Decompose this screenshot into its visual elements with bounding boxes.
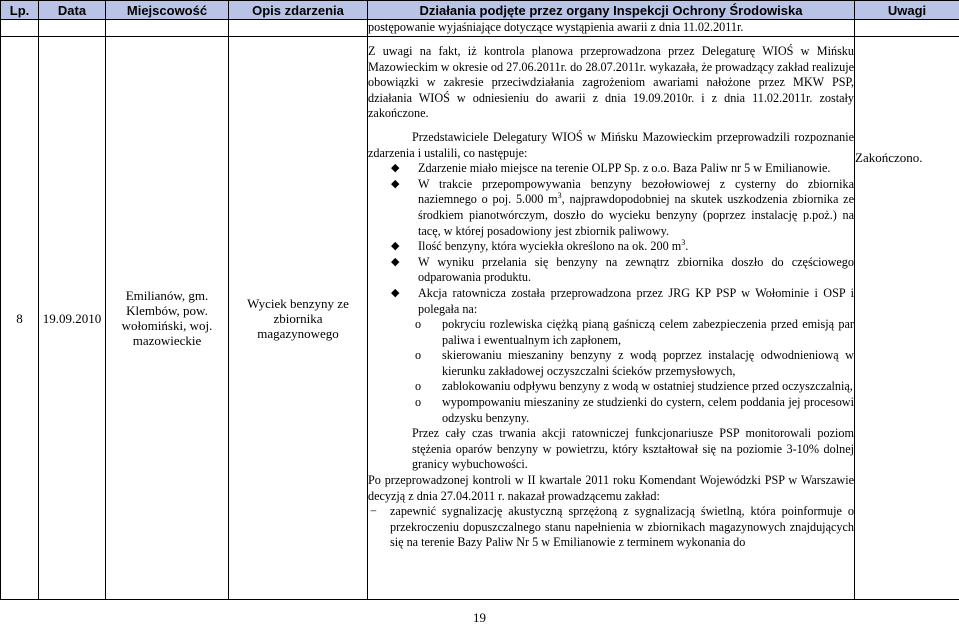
- rescue-actions-list: [418, 317, 854, 426]
- row-remarks: [855, 37, 959, 600]
- header-dzialania: Działania podjęte przez organy Inspekcji Ochrony Środowiska: [368, 1, 855, 20]
- kontrola-paragraph: Po przeprowadzonej kontroli w II kwartale 2011 roku Komendant Wojewódzki PSP w Warszawie decyzją z dnia 27.04.2011 r. nakazał prowadzącemu zakład:: [368, 473, 854, 504]
- cont-empty-1: [1, 20, 39, 37]
- circle-bullet-icon: o: [415, 348, 421, 364]
- header-lp: Lp.: [1, 1, 39, 20]
- cont-empty-3: [106, 20, 229, 37]
- list-item: ◆ W trakcie przepompowywania benzyny bezołowiowej z cysterny do zbiornika naziemnego o poj. 5.000 $m^3$, najprawdopodobniej na skutek uszkodzenia zbiornika ze środkiem pianotwórczym, doszło do wycieku benzyny (poprzez instalację p.poż.) na tacę, w której posadowiony jest zbiornik paliwowy.: [418, 177, 854, 239]
- remarks-text: Zakończono.: [855, 150, 959, 166]
- header-uwagi: Uwagi: [855, 1, 959, 20]
- diamond-bullet-icon: ◆: [391, 239, 399, 255]
- header-opis: Opis zdarzenia: [229, 1, 368, 20]
- order-list: [368, 504, 854, 551]
- list-item: ◆ W wyniku przelania się benzyny na zewnątrz zbiornika doszło do częściowego odparowania produktu.: [418, 255, 854, 286]
- cont-empty-4: [229, 20, 368, 37]
- table-row: [1, 37, 959, 600]
- header-data: Data: [39, 1, 106, 20]
- intro-paragraph: Z uwagi na fakt, iż kontrola planowa przeprowadzona przez Delegaturę WIOŚ w Mińsku Mazowieckim w okresie od 27.06.2011r. do 28.07.2011r. wykazała, że prowadzący zakład realizuje obowiązki w zakresie przeciwdziałania zagrożeniom awariami nałożone przez MKW PSP, działania WIOŚ w odniesieniu do awarii z dnia 19.09.2010r. i z dnia 11.02.2011r. zostały zakończone.: [368, 44, 854, 122]
- list-item: ◆ Zdarzenie miało miejsce na terenie OLPP Sp. z o.o. Baza Paliw nr 5 w Emilianowie.: [418, 161, 854, 177]
- row-lp: 8: [1, 37, 39, 600]
- header-miejscowosc: Miejscowość: [106, 1, 229, 20]
- list-item: o wypompowaniu mieszaniny ze studzienki do cystern, celem poddania jej procesowi odzysku benzyny.: [442, 395, 854, 426]
- diamond-bullet-icon: ◆: [391, 161, 399, 177]
- measurement-paragraph: Przez cały czas trwania akcji ratowniczej funkcjonariusze PSP monitorowali poziom stężenia oparów benzyny w powietrzu, który kształtował się na poziomie 3-10% dolnej granicy wybuchowości.: [368, 426, 854, 473]
- cont-empty-2: [39, 20, 106, 37]
- cont-empty-6: [855, 20, 959, 37]
- diamond-bullet-icon: ◆: [391, 255, 399, 271]
- diamond-bullet-icon: ◆: [391, 177, 399, 193]
- continuation-row: [1, 20, 959, 37]
- list-item: ◆ Akcja ratownicza została przeprowadzona przez JRG KP PSP w Wołominie i OSP i polegała na: o pokryciu rozlewiska ciężką pianą gaśniczą celem zabezpieczenia przed emisją par paliwa i ewentualnym ich zapłonem, o skierowaniu mieszaniny benzyny z wodą poprzez instalację odwodnieniową w kierunku zakładowej oczyszczalni ścieków przemysłowych, o zablokowaniu odpływu benzyny z wodą w ostatniej studzience przed oczyszczalnią, o wypompowaniu mieszaniny ze studzienki do cystern, celem poddania jej procesowi odzysku benzyny.: [418, 286, 854, 426]
- row-date: 19.09.2010: [39, 37, 106, 600]
- list-item: ◆ Ilość benzyny, która wyciekła określono na ok. 200 $m^3$.: [418, 239, 854, 255]
- list-item: o skierowaniu mieszaniny benzyny z wodą poprzez instalację odwodnieniową w kierunku zakładowej oczyszczalni ścieków przemysłowych,: [442, 348, 854, 379]
- circle-bullet-icon: o: [415, 395, 421, 411]
- list-item: o pokryciu rozlewiska ciężką pianą gaśniczą celem zabezpieczenia przed emisją par paliwa i ewentualnym ich zapłonem,: [442, 317, 854, 348]
- circle-bullet-icon: o: [415, 317, 421, 333]
- row-actions: [368, 37, 855, 600]
- page-number: 19: [0, 610, 959, 626]
- dash-bullet-icon: −: [370, 504, 377, 520]
- diamond-bullet-icon: ◆: [391, 286, 399, 302]
- delegatura-paragraph: Przedstawiciele Delegatury WIOŚ w Mińsku Mazowieckim przeprowadzili rozpoznanie zdarzenia i ustalili, co następuje:: [368, 130, 854, 161]
- circle-bullet-icon: o: [415, 379, 421, 395]
- header-row: [1, 1, 959, 20]
- row-location: Emilianów, gm. Klembów, pow. wołomiński, woj. mazowieckie: [106, 37, 229, 600]
- list-item: o zablokowaniu odpływu benzyny z wodą w ostatniej studzience przed oczyszczalnią,: [442, 379, 854, 395]
- row-description: Wyciek benzyny ze zbiornika magazynowego: [229, 37, 368, 600]
- list-item: − zapewnić sygnalizację akustyczną sprzężoną z sygnalizacją świetlną, która poinformuje o przekroczeniu dopuszczalnego stanu napełnienia w zbiornikach magazynowych znajdujących się na terenie Bazy Paliw Nr 5 w Emilianowie z terminem wykonania do: [390, 504, 854, 551]
- continuation-text: postępowanie wyjaśniające dotyczące wystąpienia awarii z dnia 11.02.2011r.: [368, 20, 855, 37]
- findings-list: [368, 161, 854, 426]
